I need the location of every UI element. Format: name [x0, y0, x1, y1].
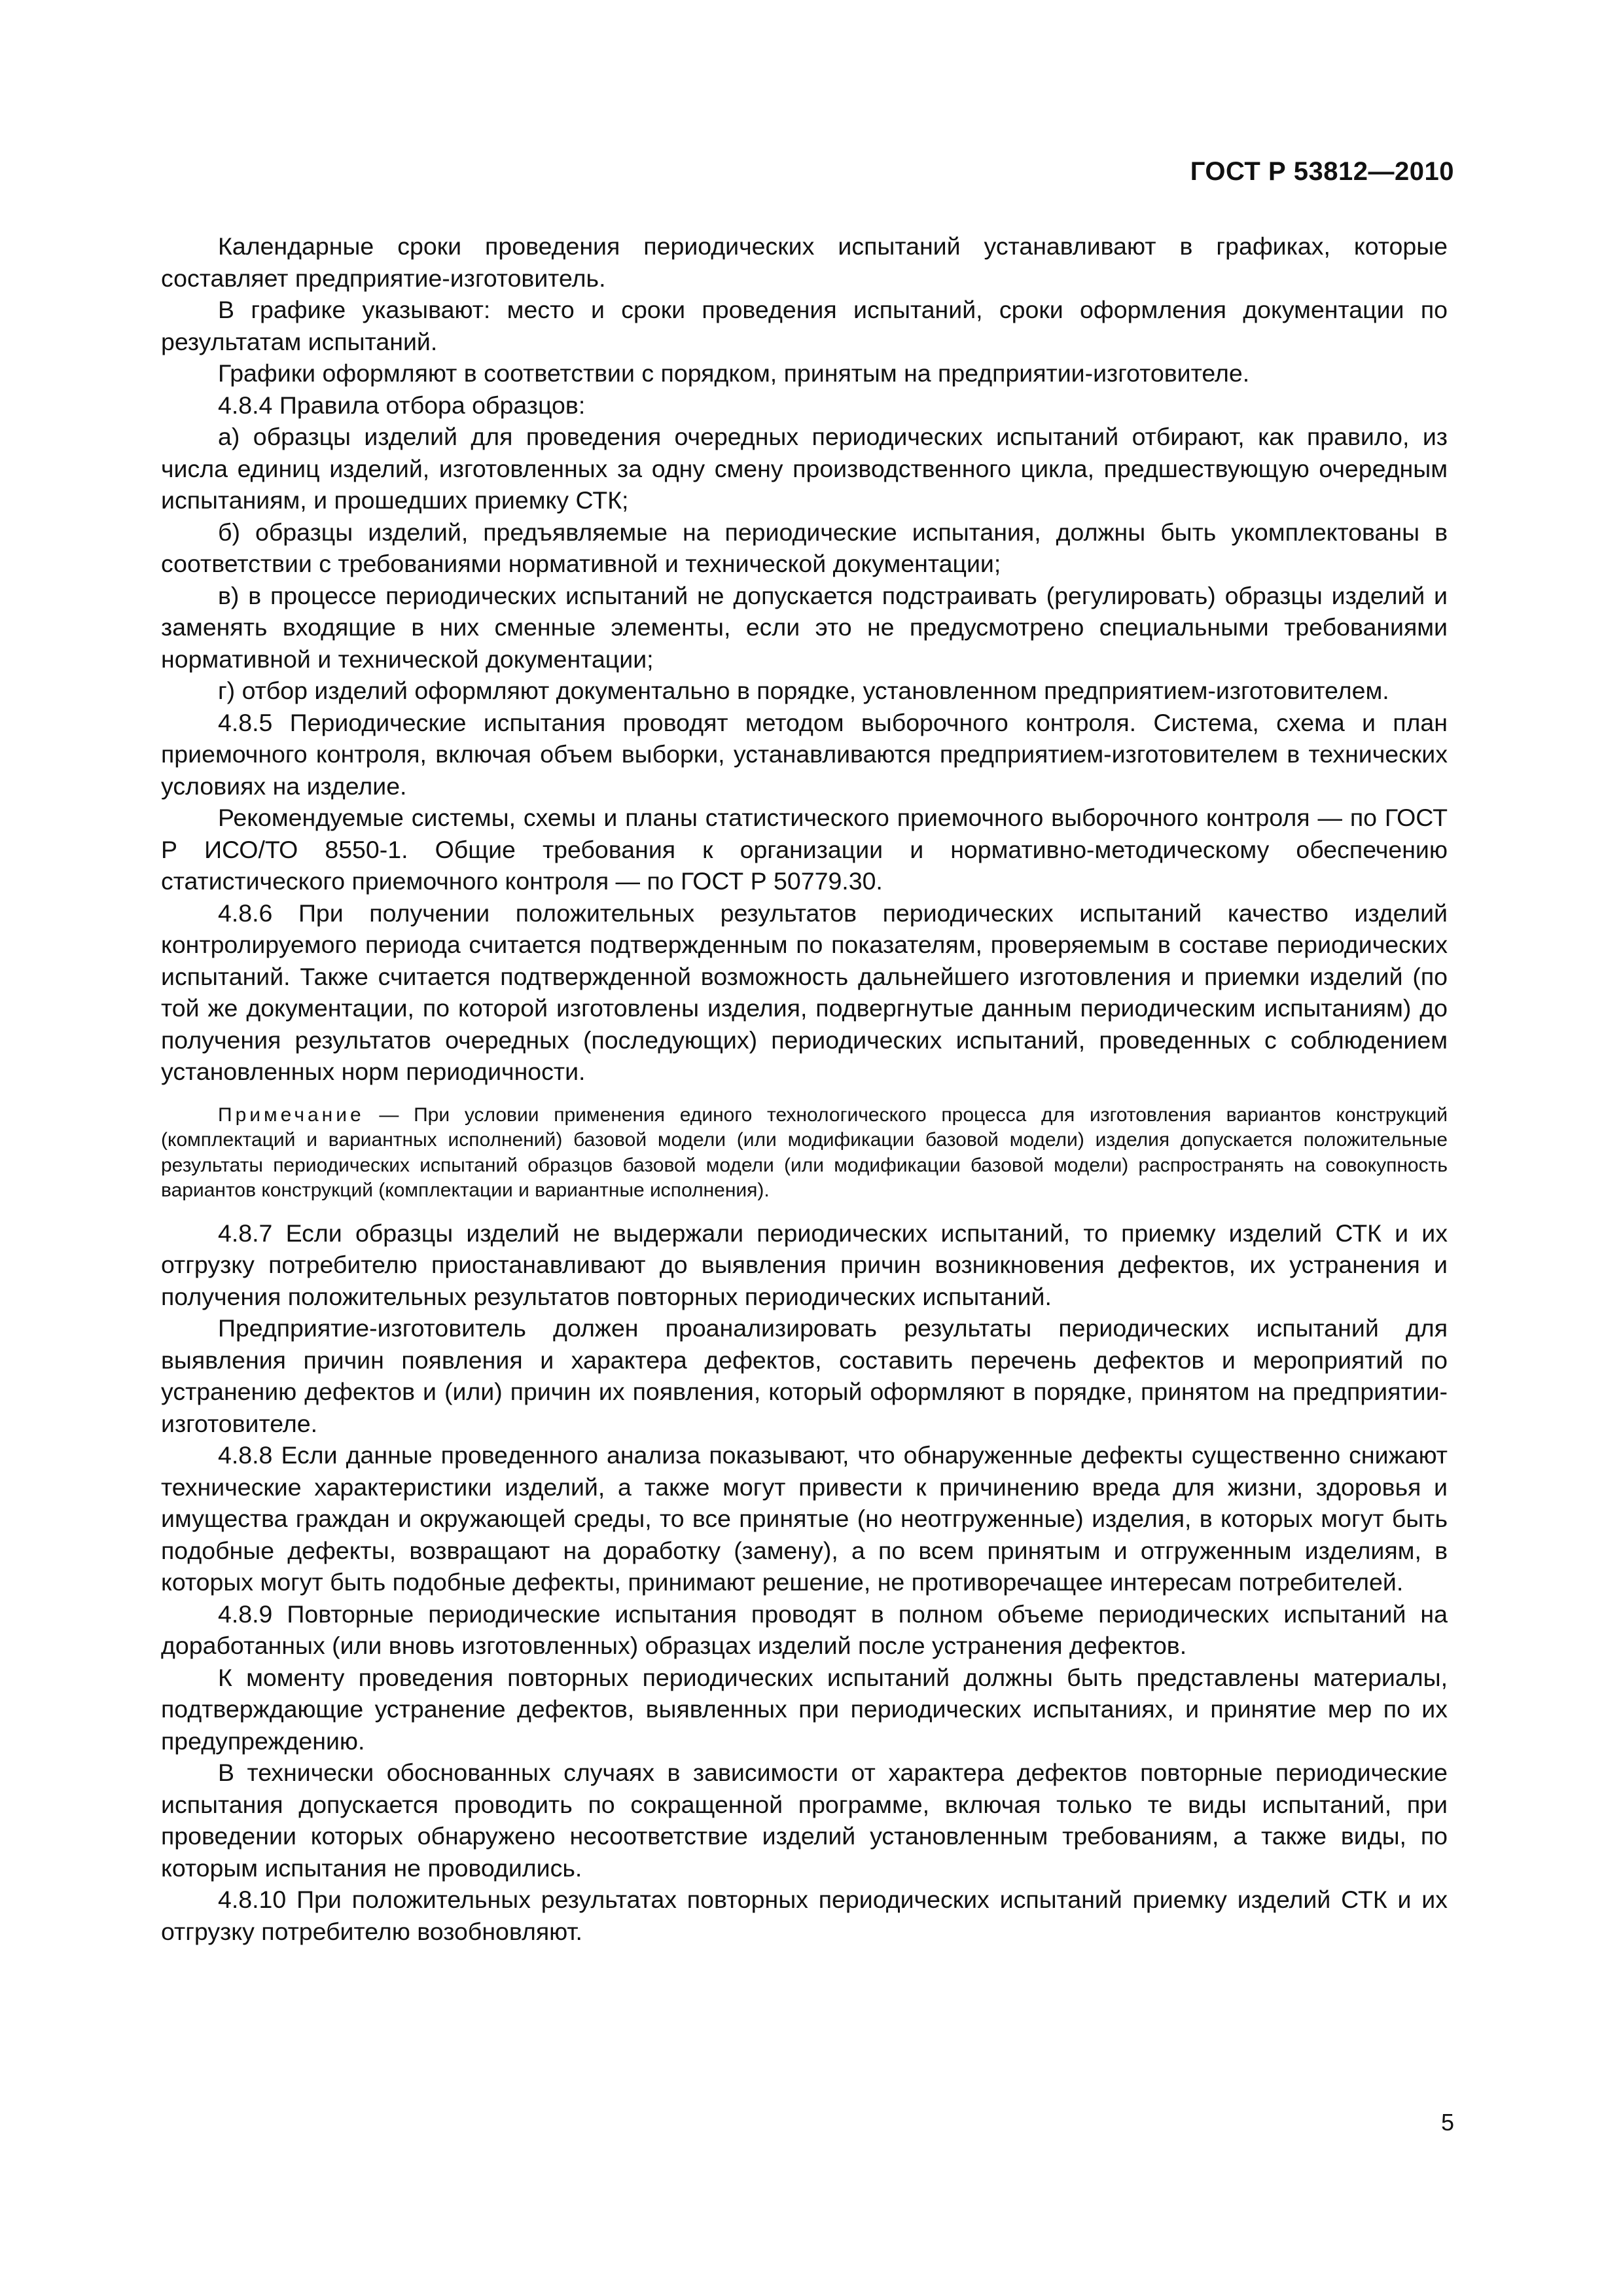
paragraph: В графике указывают: место и сроки проведения испытаний, сроки оформления документации по результатам испытаний. — [161, 296, 1448, 355]
note — [161, 1103, 1448, 1204]
document-body — [161, 230, 1448, 1947]
note-text: — При условии применения единого технологического процесса для изготовления вариантов конструкций (комплектаций и вариантных исполнений) базовой модели (или модификации базовой модели) изделия допускается положительные результаты периодических испытаний образцов базовой модели (или модификации базовой модели) распространять на совокупность вариантов конструкций (комплектации и вариантные исполнения). — [161, 1103, 1448, 1201]
paragraph: Предприятие-изготовитель должен проанализировать результаты периодических испытаний для выявления причин появления и характера дефектов, составить перечень дефектов и мероприятий по устранению дефектов и (или) причин их появления, который оформляют в порядке, принятом на предприятии-изготовителе. — [161, 1314, 1448, 1437]
clause-4-8-9: 4.8.9 Повторные периодические испытания проводят в полном объеме периодических испытаний на доработанных (или вновь изготовленных) образцах изделий после устранения дефектов. — [161, 1600, 1448, 1659]
list-item-v: в) в процессе периодических испытаний не допускается подстраивать (регулировать) образцы изделий и заменять входящие в них сменные элементы, если это не предусмотрено специальными требованиями нормативной и технической документации; — [161, 581, 1448, 673]
page-number: 5 — [1440, 2109, 1454, 2136]
clause-4-8-6: 4.8.6 При получении положительных результатов периодических испытаний качество изделий контролируемого периода считается подтвержденным по показателям, проверяемым в составе периодических испытаний. Также считается подтвержденной возможность дальнейшего изготовления и приемки изделий (по той же документации, по которой изготовлены изделия, подвергнутые данным периодическим испытаниям) до получения результатов очередных (последующих) периодических испытаний, проведенных с соблюдением установленных норм периодичности. — [161, 899, 1448, 1085]
list-item-g: г) отбор изделий оформляют документально в порядке, установленном предприятием-изготовителем. — [218, 677, 1389, 704]
clause-4-8-4: 4.8.4 Правила отбора образцов: — [218, 391, 586, 419]
paragraph: Календарные сроки проведения периодических испытаний устанавливают в графиках, которые составляет предприятие-изготовитель. — [161, 232, 1448, 292]
paragraph: К моменту проведения повторных периодических испытаний должны быть представлены материалы, подтверждающие устранение дефектов, выявленных при периодических испытаниях, и принятие мер по их предупреждению. — [161, 1663, 1448, 1755]
paragraph: В технически обоснованных случаях в зависимости от характера дефектов повторные периодические испытания допускается проводить по сокращенной программе, включая только те виды испытаний, при проведении которых обнаружено несоответствие изделий установленным требованиям, а также виды, по которым испытания не проводились. — [161, 1759, 1448, 1882]
clause-4-8-5: 4.8.5 Периодические испытания проводят методом выборочного контроля. Система, схема и план приемочного контроля, включая объем выборки, устанавливаются предприятием-изготовителем в технических условиях на изделие. — [161, 708, 1448, 800]
clause-4-8-7: 4.8.7 Если образцы изделий не выдержали периодических испытаний, то приемку изделий СТК и их отгрузку потребителю приостанавливают до выявления причин возникновения дефектов, их устранения и получения положительных результатов повторных периодических испытаний. — [161, 1219, 1448, 1310]
note-label: Примечание — [218, 1103, 365, 1126]
clause-4-8-10: 4.8.10 При положительных результатах повторных периодических испытаний приемку изделий СТК и их отгрузку потребителю возобновляют. — [161, 1886, 1448, 1945]
standard-number: ГОСТ Р 53812—2010 — [1190, 157, 1454, 186]
list-item-b: б) образцы изделий, предъявляемые на периодические испытания, должны быть укомплектованы в соответствии с требованиями нормативной и технической документации; — [161, 518, 1448, 577]
list-item-a: а) образцы изделий для проведения очередных периодических испытаний отбирают, как правило, из числа единиц изделий, изготовленных за одну смену производственного цикла, предшествующую очередным испытаниям, и прошедших приемку СТК; — [161, 423, 1448, 514]
paragraph: Рекомендуемые системы, схемы и планы статистического приемочного выборочного контроля — по ГОСТ Р ИСО/ТО 8550-1. Общие требования к организации и нормативно-методическому обеспечению статистического приемочного контроля — по ГОСТ Р 50779.30. — [161, 804, 1448, 895]
clause-4-8-8: 4.8.8 Если данные проведенного анализа показывают, что обнаруженные дефекты существенно снижают технические характеристики изделий, а также могут привести к причинению вреда для жизни, здоровья и имущества граждан и окружающей среды, то все принятые (но неотгруженные) изделия, в которых могут быть подобные дефекты, возвращают на доработку (замену), а по всем принятым и отгруженным изделиям, в которых могут быть подобные дефекты, принимают решение, не противоречащее интересам потребителей. — [161, 1441, 1448, 1596]
paragraph: Графики оформляют в соответствии с порядком, принятым на предприятии-изготовителе. — [218, 359, 1250, 387]
